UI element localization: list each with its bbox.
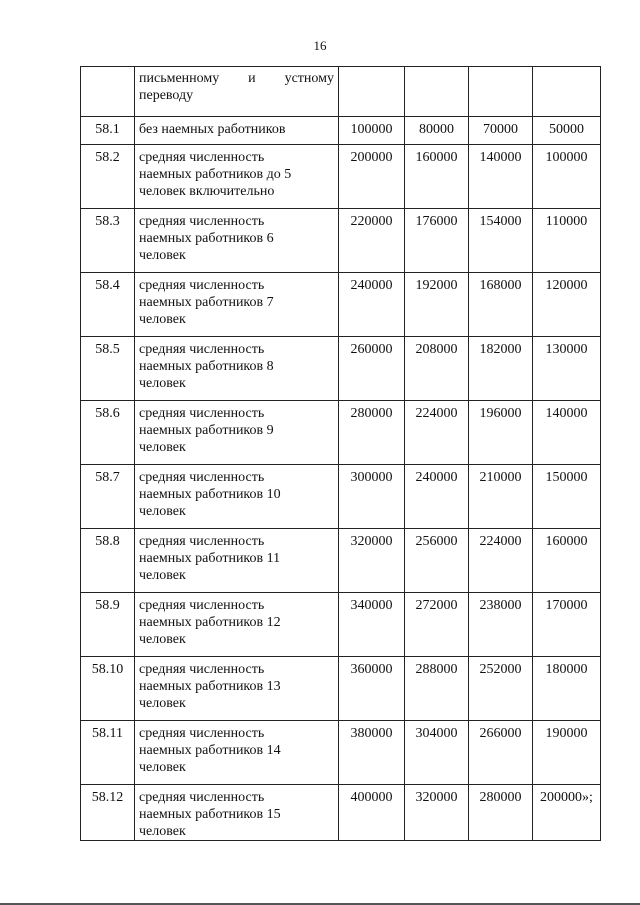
value-cell: 120000 [533,273,601,337]
value-cell: 320000 [339,529,405,593]
description-line: наемных работников 15 [139,807,281,822]
table-row [81,465,601,529]
value-cell: 130000 [533,337,601,401]
value-cell: 238000 [469,593,533,657]
value-cell [533,67,601,117]
table-row [81,401,601,465]
value-cell: 240000 [405,465,469,529]
description-line: человек [139,312,186,327]
value-cell: 240000 [339,273,405,337]
value-cell: 170000 [533,593,601,657]
description-line: наемных работников 8 [139,359,274,374]
value-cell: 176000 [405,209,469,273]
description-line: средняя численность [139,342,265,357]
row-number-cell [81,67,135,117]
row-description-cell [135,273,339,337]
row-number-cell: 58.12 [81,785,135,841]
row-number-cell: 58.3 [81,209,135,273]
value-cell: 150000 [533,465,601,529]
description-line: человек [139,824,186,839]
table-row [81,593,601,657]
row-description-cell [135,117,339,145]
row-number-cell: 58.5 [81,337,135,401]
row-number-cell: 58.11 [81,721,135,785]
description-line: человек [139,632,186,647]
value-cell: 140000 [533,401,601,465]
description-line: человек [139,248,186,263]
value-cell: 256000 [405,529,469,593]
value-cell: 280000 [339,401,405,465]
description-line: наемных работников 7 [139,295,274,310]
page-number: 16 [313,38,327,53]
value-cell: 100000 [339,117,405,145]
value-cell [339,67,405,117]
description-line: средняя численность [139,406,265,421]
value-cell: 300000 [339,465,405,529]
description-line [139,70,334,87]
value-cell: 180000 [533,657,601,721]
value-cell: 154000 [469,209,533,273]
row-number-cell: 58.8 [81,529,135,593]
description-line: средняя численность [139,214,265,229]
row-number-cell: 58.9 [81,593,135,657]
value-cell: 224000 [469,529,533,593]
table-row [81,117,601,145]
description-line: наемных работников 14 [139,743,281,758]
value-cell: 220000 [339,209,405,273]
description-word: письменному [139,71,220,86]
table-row [81,209,601,273]
value-cell: 70000 [469,117,533,145]
value-cell: 160000 [533,529,601,593]
description-line: человек включительно [139,184,275,199]
description-line: наемных работников до 5 [139,167,292,182]
value-cell: 266000 [469,721,533,785]
description-line: средняя численность [139,278,265,293]
description-line: без наемных работников [139,122,286,137]
row-description-cell [135,67,339,117]
value-cell: 272000 [405,593,469,657]
row-number-cell: 58.4 [81,273,135,337]
table-row-continuation [81,67,601,117]
value-cell: 50000 [533,117,601,145]
description-line: наемных работников 11 [139,551,281,566]
description-line: средняя численность [139,534,265,549]
value-cell: 160000 [405,145,469,209]
description-line: средняя численность [139,470,265,485]
value-cell: 140000 [469,145,533,209]
value-cell: 80000 [405,117,469,145]
description-line: средняя численность [139,662,265,677]
row-number-cell: 58.1 [81,117,135,145]
description-line: человек [139,504,186,519]
table-row [81,657,601,721]
value-cell: 110000 [533,209,601,273]
tariff-table [80,66,601,841]
row-description-cell [135,337,339,401]
value-cell: 208000 [405,337,469,401]
value-cell: 100000 [533,145,601,209]
row-description-cell [135,465,339,529]
row-description-cell [135,785,339,841]
description-line: наемных работников 6 [139,231,274,246]
value-cell: 210000 [469,465,533,529]
table-row [81,145,601,209]
description-line: переводу [139,88,194,103]
value-cell [405,67,469,117]
row-number-cell: 58.2 [81,145,135,209]
value-cell: 192000 [405,273,469,337]
value-cell: 340000 [339,593,405,657]
value-cell: 320000 [405,785,469,841]
row-description-cell [135,145,339,209]
table-row [81,529,601,593]
value-cell: 400000 [339,785,405,841]
description-line: человек [139,376,186,391]
value-cell: 200000»; [533,785,601,841]
value-cell: 252000 [469,657,533,721]
description-line: человек [139,696,186,711]
description-word: устному [284,71,334,86]
table-body [81,67,601,841]
row-description-cell [135,401,339,465]
row-description-cell [135,657,339,721]
value-cell: 304000 [405,721,469,785]
value-cell: 196000 [469,401,533,465]
description-line: человек [139,760,186,775]
table-row [81,721,601,785]
row-number-cell: 58.6 [81,401,135,465]
description-line: наемных работников 12 [139,615,281,630]
value-cell: 182000 [469,337,533,401]
row-description-cell [135,721,339,785]
row-description-cell [135,209,339,273]
description-line: человек [139,568,186,583]
table-row [81,273,601,337]
row-number-cell: 58.7 [81,465,135,529]
description-line: человек [139,440,186,455]
description-word: и [248,71,256,86]
table-row [81,785,601,841]
value-cell: 224000 [405,401,469,465]
description-line: наемных работников 10 [139,487,281,502]
value-cell: 380000 [339,721,405,785]
row-number-cell: 58.10 [81,657,135,721]
row-description-cell [135,593,339,657]
value-cell: 200000 [339,145,405,209]
description-line: средняя численность [139,790,265,805]
value-cell: 190000 [533,721,601,785]
value-cell [469,67,533,117]
description-line: наемных работников 9 [139,423,274,438]
description-line: средняя численность [139,150,265,165]
description-line: средняя численность [139,726,265,741]
value-cell: 360000 [339,657,405,721]
description-line: средняя численность [139,598,265,613]
table-row [81,337,601,401]
description-line: наемных работников 13 [139,679,281,694]
value-cell: 280000 [469,785,533,841]
row-description-cell [135,529,339,593]
value-cell: 260000 [339,337,405,401]
value-cell: 288000 [405,657,469,721]
value-cell: 168000 [469,273,533,337]
